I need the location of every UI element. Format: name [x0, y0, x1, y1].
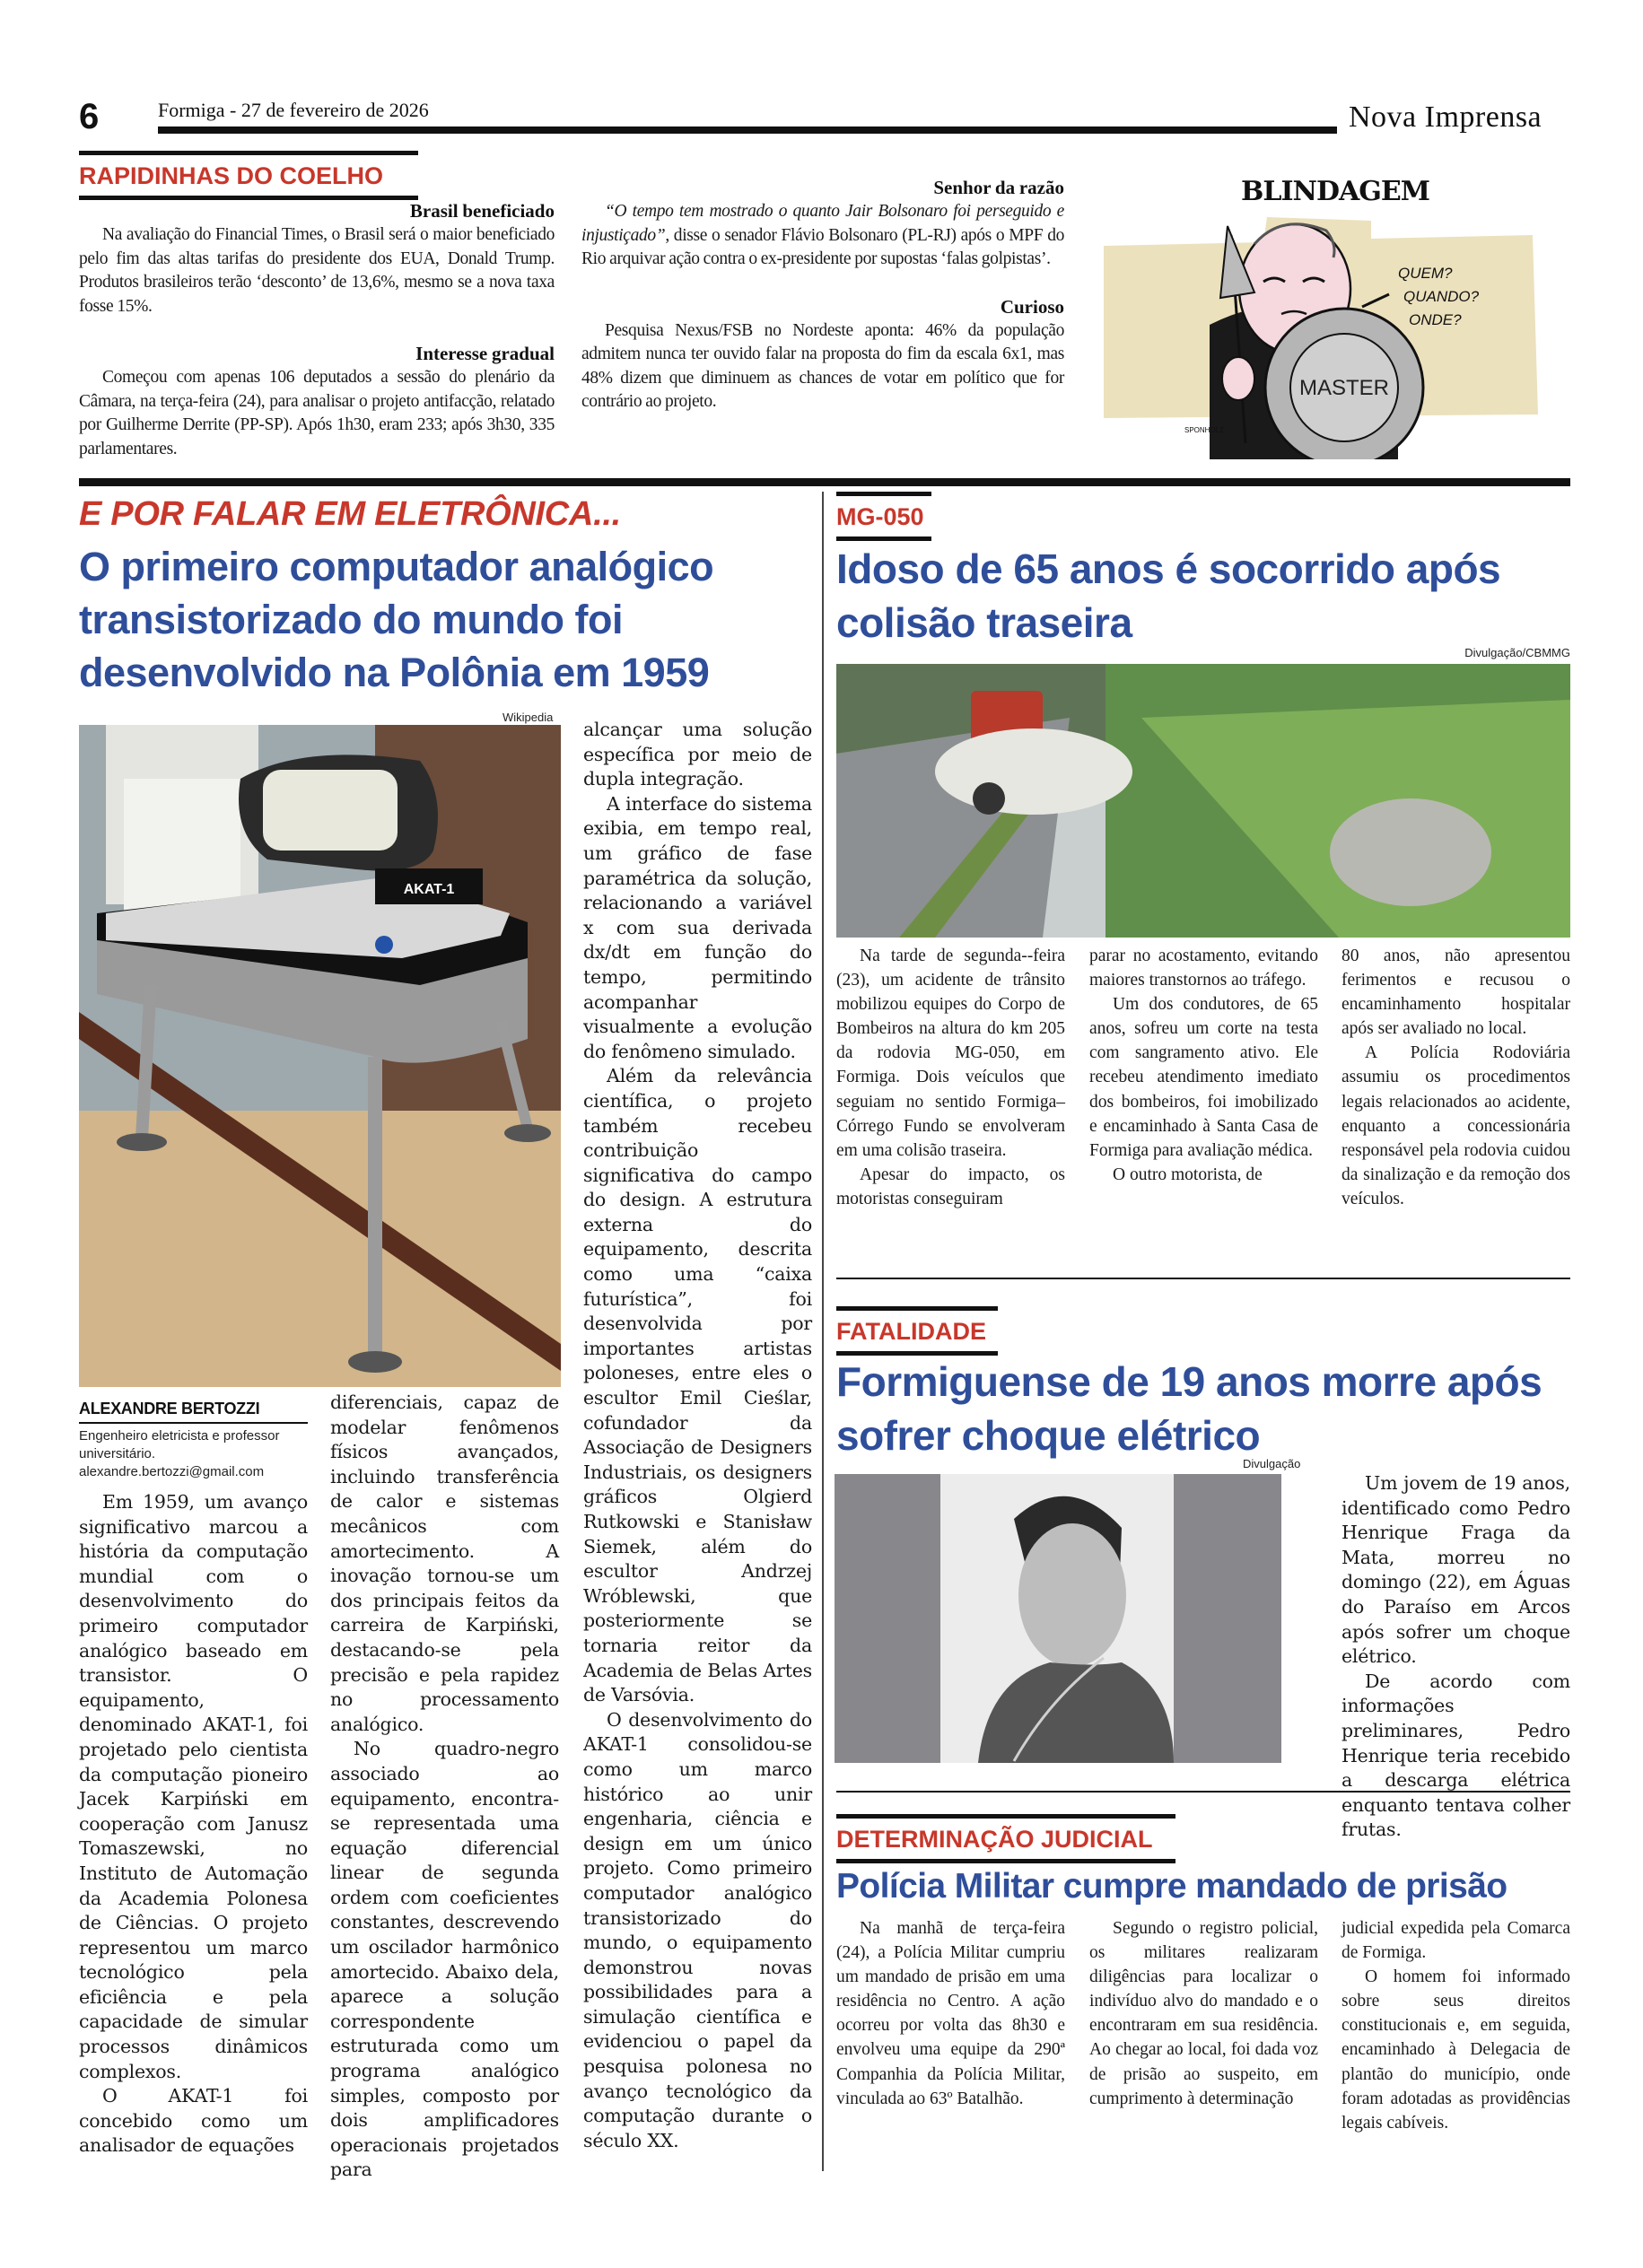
- article-divider: [836, 1791, 1570, 1793]
- photo-credit: Divulgação: [1243, 1457, 1301, 1470]
- brief-quote-attribution: , disse o senador Flávio Bolsonaro (PL-RJ) após o MPF do Rio arquivar ação contra o ex-presidente por supostas ‘falas golpistas’.: [581, 225, 1064, 268]
- article-headline: Polícia Militar cumpre mandado de prisão: [836, 1867, 1508, 1906]
- paragraph: Além da relevância científica, o projeto também recebeu contribuição significativa do campo do design. A estrutura externa do equipamento, descrita como uma “caixa futurística”, foi desenvolvida por importantes artistas poloneses, entre eles o escultor Emil Cieślar, cofundador da Associação de Designers Industriais, os designers gráficos Olgierd Rutkowski e Stanisław Siemek, além do escultor Andrzej Wróblewski, que posteriormente se tornaria reitor da Academia de Belas Artes de Varsóvia.: [583, 1065, 812, 1706]
- brief-title: Interesse gradual: [415, 343, 555, 364]
- paragraph: Na tarde de segunda--feira (23), um acidente de trânsito mobilizou equipes do Corpo de Bombeiros na altura do km 205 da rodovia MG-050, em Formiga. Dois veículos que seguiam no sentido Formiga–Córrego Fundo se envolveram em uma colisão traseira.: [836, 946, 1065, 1160]
- judicial-column-3: [1341, 1916, 1570, 2135]
- cartoon-speech-2: QUANDO?: [1403, 288, 1480, 305]
- page-number: 6: [79, 97, 100, 136]
- brief-title: Brasil beneficiado: [409, 200, 555, 222]
- cartoon-hand: [1222, 357, 1254, 400]
- paragraph: A Polícia Rodoviária assumiu os procedimentos legais relacionados ao acidente, enquanto a concessionária responsável pela rodovia cuidou da sinalização e da remoção dos veículos.: [1341, 1043, 1570, 1208]
- cartoon-title: BLINDAGEM: [1241, 176, 1429, 207]
- victim-photo: [835, 1474, 1281, 1763]
- paragraph: Em 1959, um avanço significativo marcou a história da computação mundial com o desenvolvimento do primeiro computador analógico baseado em transistor. O equipamento, denominado AKAT-1, foi projetado pelo cientista da computação pioneiro Jacek Karpiński em cooperação com Janusz Tomaszewski, no Instituto de Automação da Academia Polonesa de Ciências. O projeto representou um marco tecnológico pela eficiência e pela capacidade de simular processos dinâmicos complexos.: [79, 1491, 308, 2082]
- article-divider: [836, 1278, 1570, 1279]
- paragraph: O desenvolvimento do AKAT-1 consolidou-se como um marco histórico ao unir engenharia, ciência e design em um único projeto. Como primeiro computador analógico transistorizado do mundo, o equipamento demonstrou novas possibilidades para a simulação científica e evidenciou o papel da pesquisa polonesa no avanço tecnológico da computação durante o século XX.: [583, 1708, 812, 2151]
- akat-photo: [79, 725, 561, 1387]
- brief-brasil-beneficiado: [79, 199, 555, 318]
- article-kicker: E POR FALAR EM ELETRÔNICA...: [79, 495, 621, 533]
- paragraph: De acordo com informações preliminares, Pedro Henrique teria recebido a descarga elétrica enquanto tentava colher frutas.: [1341, 1670, 1570, 1841]
- photo-credit: Divulgação/CBMMG: [1464, 646, 1570, 659]
- brief-interesse-gradual: [79, 342, 555, 461]
- akat-label: AKAT-1: [403, 882, 455, 897]
- victim-photo-illustration: [835, 1474, 1281, 1763]
- brief-column-right: [581, 176, 1064, 414]
- brief-title: Curioso: [1000, 295, 1064, 318]
- brief-column-left: [79, 199, 555, 461]
- section-divider: [79, 478, 1570, 486]
- date-line: Formiga - 27 de fevereiro de 2026: [158, 99, 429, 121]
- paragraph: O outro motorista, de: [1113, 1165, 1263, 1184]
- brief-text: [581, 200, 1064, 272]
- paragraph: Apesar do impacto, os motoristas conseguiram: [836, 1165, 1065, 1208]
- brief-text: Pesquisa Nexus/FSB no Nordeste aponta: 46% da população admitem nunca ter ouvido falar na proposta do fim da escala 6x1, mas 48% dizem que diminuem as chances de votar em político que for contrário ao projeto.: [581, 320, 1064, 411]
- mg050-column-1: [836, 944, 1065, 1211]
- author-name: ALEXANDRE BERTOZZI: [79, 1400, 308, 1424]
- brief-spacer: [79, 318, 555, 342]
- author-bio: Engenheiro eletricista e professor universitário.: [79, 1428, 280, 1461]
- accident-photo: [836, 664, 1570, 938]
- brief-quote: “O tempo tem mostrado o quanto Jair Bolsonaro foi perseguido e injustiçado”: [581, 202, 1064, 245]
- cartoon-signature: SPONHOLZ: [1184, 426, 1225, 434]
- paragraph: Um dos condutores, de 65 anos, sofreu um corte na testa com sangramento ativo. Ele recebeu atendimento imediato dos bombeiros, foi imobilizado e encaminhado à Santa Casa de Formiga para avaliação médica.: [1089, 995, 1318, 1160]
- judicial-column-2: [1089, 1916, 1318, 2111]
- mg050-column-3: [1341, 944, 1570, 1211]
- damaged-beetle: [935, 728, 1132, 815]
- photo-credit: Wikipedia: [503, 711, 554, 724]
- paragraph: parar no acostamento, evitando maiores transtornos ao tráfego.: [1089, 946, 1318, 990]
- paragraph: diferenciais, capaz de modelar fenômenos físicos avançados, incluindo transferência de calor e sistemas mecânicos com amortecimento. A inovação tornou-se um dos principais feitos da carreira de Karpiński, destacando-se pela precisão e pela rapidez no processamento analógico.: [330, 1391, 559, 1735]
- article-headline: Formiguense de 19 anos morre após sofrer choque elétrico: [836, 1358, 1542, 1459]
- author-box: [79, 1400, 308, 1481]
- akat-column-1: [79, 1490, 308, 2159]
- paragraph: A interface do sistema exibia, em tempo real, um gráfico de fase paramétrica da solução, relacionando a variável x com sua derivada dx/dt em função do tempo, permitindo acompanhar visualmente a evolução do fenômeno simulado.: [583, 792, 812, 1062]
- brief-title: Senhor da razão: [933, 177, 1064, 198]
- article-headline: Idoso de 65 anos é socorrido após colisão traseira: [836, 545, 1501, 646]
- paragraph: Um jovem de 19 anos, identificado como Pedro Henrique Fraga da Mata, morreu no domingo (22), em Águas do Paraíso em Arcos após sofrer um choque elétrico.: [1341, 1472, 1570, 1668]
- akat-column-3: [583, 718, 812, 2153]
- cartoon-illustration: [1102, 208, 1569, 459]
- akat-left-stack: [79, 1400, 308, 2159]
- mg050-column-2: [1089, 944, 1318, 1187]
- paragraph: judicial expedida pela Comarca de Formiga.: [1341, 1919, 1570, 1963]
- brief-senhor-da-razao: [581, 176, 1064, 272]
- brief-text: Na avaliação do Financial Times, o Brasil será o maior beneficiado pelo fim das altas tarifas do presidente dos EUA, Donald Trump. Produtos brasileiros terão ‘desconto’ de 13,6%, mesmo se a nova taxa fosse 15%.: [79, 225, 555, 316]
- section-label-judicial: DETERMINAÇÃO JUDICIAL: [836, 1814, 1175, 1863]
- accident-photo-illustration: [836, 664, 1570, 938]
- paragraph: Na manhã de terça-feira (24), a Polícia Militar cumpriu um mandado de prisão em uma residência no Centro. A ação ocorreu por volta das 8h30 e envolveu uma equipe da 290ª Companhia da Polícia Militar, vinculada ao 63º Batalhão.: [836, 1919, 1065, 2108]
- cartoon-speech-1: QUEM?: [1398, 265, 1453, 282]
- paragraph: O homem foi informado sobre seus direitos constitucionais e, em seguida, encaminhado à Delegacia de plantão do município, onde foram adotadas as providências legais cabíveis.: [1341, 1967, 1570, 2133]
- car-in-ditch: [1330, 798, 1491, 906]
- akat-column-2: [330, 1391, 559, 2183]
- section-label-fatalidade: FATALIDADE: [836, 1306, 998, 1356]
- cartoon-blindagem: [1102, 163, 1569, 459]
- cartoon-shield-text: MASTER: [1298, 376, 1390, 400]
- author-email[interactable]: alexandre.bertozzi@gmail.com: [79, 1464, 265, 1479]
- section-label-mg050: MG-050: [836, 492, 931, 541]
- fatalidade-column: [1341, 1471, 1570, 1843]
- brief-curioso: [581, 295, 1064, 414]
- article-headline: O primeiro computador analógico transistorizado do mundo foi desenvolvido na Polônia em 1959: [79, 544, 714, 695]
- akat-photo-illustration: [79, 725, 561, 1387]
- section-label-rapidinhas: RAPIDINHAS DO COELHO: [79, 151, 418, 200]
- paragraph: O AKAT-1 foi concebido como um analisador de equações: [79, 2085, 308, 2157]
- brief-text: Começou com apenas 106 deputados a sessão do plenário da Câmara, na terça-feira (24), para analisar o projeto antifacção, relatado por Guilherme Derrite (PP-SP). Após 1h30, eram 233; após 3h30, 335 parlamentares.: [79, 368, 555, 458]
- column-divider: [822, 492, 824, 2171]
- newspaper-name: Nova Imprensa: [1349, 100, 1542, 134]
- judicial-column-1: [836, 1916, 1065, 2111]
- paragraph: 80 anos, não apresentou ferimentos e recusou o encaminhamento hospitalar após ser avaliado no local.: [1341, 946, 1570, 1039]
- paragraph: Segundo o registro policial, os militares realizaram diligências para localizar o indivíduo alvo do mandado e o encontraram em sua residência. Ao chegar ao local, foi dada voz de prisão ao suspeito, em cumprimento à determinação: [1089, 1919, 1318, 2108]
- paragraph: No quadro-negro associado ao equipamento, encontra-se representada uma equação diferencial linear de segunda ordem com coeficientes constantes, descrevendo um oscilador harmônico amortecido. Abaixo dela, aparece a solução correspondente estruturada como um programa analógico simples, composto por dois amplificadores operacionais projetados para: [330, 1738, 559, 2181]
- header-rule: [158, 126, 1337, 134]
- brief-spacer: [581, 272, 1064, 295]
- paragraph: alcançar uma solução específica por meio de dupla integração.: [583, 719, 812, 790]
- cartoon-speech-3: ONDE?: [1409, 311, 1462, 328]
